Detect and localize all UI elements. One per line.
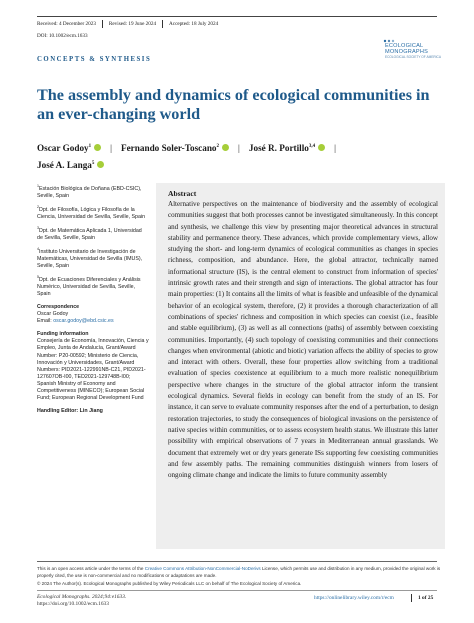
author-affiliation-mark: 3,4 xyxy=(308,144,316,149)
author[interactable] xyxy=(121,143,229,153)
correspondence-email xyxy=(37,318,149,325)
author[interactable] xyxy=(37,143,101,153)
page-number: 1 of 25 xyxy=(418,595,434,601)
affiliation-number: 5 xyxy=(37,274,39,279)
doi-url[interactable]: https://doi.org/10.1002/ecm.1633 xyxy=(37,601,109,607)
revised-date: Revised: 19 June 2024 xyxy=(108,21,157,27)
email-link[interactable]: oscar.godoy@ebd.csic.es xyxy=(53,318,114,325)
affiliation xyxy=(37,274,149,298)
affiliation xyxy=(37,225,149,242)
section-label: CONCEPTS & SYNTHESIS xyxy=(37,56,152,63)
author[interactable] xyxy=(249,143,325,153)
footer-rule xyxy=(37,590,437,591)
funding-text: Consejería de Economía, Innovación, Ciencia y Empleo, Junta de Andalucía, Grant/Award Number: P20-00592; Ministerio de Ciencia, Innovación y Universidades, Grant/Award Numbers: PID2021-122991NB-C21, PID2021-127607OB-I00, TED2021-129748B-I00; Spanish Ministry of Economy and Competitiveness (MINECO); European Social Fund; European Regional Development Fund xyxy=(37,338,149,402)
funding-heading: Funding information xyxy=(37,331,89,338)
accepted-date: Accepted: 18 July 2024 xyxy=(169,21,219,27)
affiliation xyxy=(37,183,149,200)
abstract-heading: Abstract xyxy=(168,189,197,198)
orcid-icon[interactable] xyxy=(94,144,101,151)
affiliation-number: 2 xyxy=(37,204,39,209)
affiliation-number: 4 xyxy=(37,246,39,251)
date-separator xyxy=(162,20,163,28)
author-list xyxy=(37,139,457,173)
front-matter-sidebar xyxy=(37,183,149,415)
author-separator: | xyxy=(110,143,112,154)
affiliation xyxy=(37,246,149,270)
author-affiliation-mark: 2 xyxy=(216,144,220,149)
affiliation-text: Estación Biológica de Doñana (EBD-CSIC), Seville, Spain xyxy=(37,185,142,199)
author-name: José A. Langa xyxy=(37,160,92,171)
author-affiliation-mark: 1 xyxy=(88,144,92,149)
copyright-text: © 2024 The Author(s). Ecological Monographs published by Wiley Periodicals LLC on behalf of The Ecological Society of America. xyxy=(37,580,302,586)
logo-line-1: ECOLOGICAL xyxy=(385,43,424,49)
affiliation-text: Dpt. de Ecuaciones Diferenciales y Análisis Numérico, Universidad de Sevilla, Seville, Spain xyxy=(37,276,141,297)
logo-dots-icon xyxy=(383,38,395,44)
journal-url[interactable]: https://onlinelibrary.wiley.com/r/ecm xyxy=(314,595,394,601)
citation-block xyxy=(37,594,126,608)
received-date: Received: 4 December 2023 xyxy=(37,21,96,27)
orcid-icon[interactable] xyxy=(318,144,325,151)
article-title: The assembly and dynamics of ecological communities in an ever-changing world xyxy=(37,86,430,123)
journal-logo[interactable] xyxy=(385,43,445,65)
email-label: Email: xyxy=(37,318,52,325)
affiliation-text: Instituto Universitario de Investigación de Matemáticas, Universidad de Sevilla (IMUS), Seville, Spain xyxy=(37,248,143,269)
doi-line[interactable]: DOI: 10.1002/ecm.1633 xyxy=(37,33,88,39)
author-affiliation-mark: 5 xyxy=(91,161,95,167)
author-separator: | xyxy=(238,143,240,154)
affiliation-text: Dpt. de Matemática Aplicada 1, Universidad de Sevilla, Seville, Spain xyxy=(37,227,142,241)
license-link[interactable]: Creative Commons Attribution-NonCommercial-NoDerivs xyxy=(144,566,261,571)
correspondence-name: Oscar Godoy xyxy=(37,311,69,318)
logo-tagline: ECOLOGICAL SOCIETY OF AMERICA xyxy=(385,55,441,59)
author-name: Fernando Soler-Toscano xyxy=(120,143,217,154)
orcid-icon[interactable] xyxy=(97,161,104,168)
author[interactable] xyxy=(37,160,104,170)
author-name: Oscar Godoy xyxy=(37,143,89,154)
affiliation-number: 3 xyxy=(37,225,39,230)
logo-line-2: MONOGRAPHS xyxy=(385,49,429,55)
article-dates xyxy=(37,21,218,29)
abstract-text: Alternative perspectives on the maintenance of biodiversity and the assembly of ecological communities suggest that both processes cannot be investigated simultaneously. In this concept and synthesis, we challenge this view by presenting major theoretical advances in structural stability and permanence theory. These advances, which provide complementary views, allow studying the short- and long-term dynamics of ecological communities as changes in species richness, composition, and abundance. Here, the global attractor, technically named informational structure (IS), is the central element to construct from information of species' intrinsic growth rates and their strength and sign of interactions. The global attractor has four main properties: (1) It contains all the limits of what is feasible and unfeasible of the dynamical behavior of an ecological system, therefore, (2) it provides a thorough characterization of all combinations of species' richness and composition in which species can coexist (i.e., feasible and stable equilibrium), (3) as well as all connections (paths) of assembly between coexisting communities. Importantly, (4) such topology of coexisting communities and their connections changes when environmental (abiotic and biotic) variation affects the ability of species to grow and interact with others. Overall, these four properties allow switching from a traditional evaluation of species coexistence at equilibrium to a much more realistic nonequilibrium perspective where changes in the structure of the global attractor inform the transient ecological dynamics. Several fields in ecology can benefit from the study of an IS. For instance, it can serve to evaluate community responses after the end of a perturbation, to design restoration trajectories, to study the consequences of biological invasions on the persistence of native species within communities, or to assess ecosystem health status. We illustrate this latter possibility with empirical observations of 7 years in Mediterranean annual grasslands. We document that extremely wet or dry years generate ISs supporting few coexisting communities and few assembly paths. The remaining communities distinguish winners from losers of ongoing climate change and indicate the limits to future community assembly xyxy=(168,200,438,480)
license-text: License, which permits use and distribution in any medium, provided the original work is properly cited, the use is non-commercial and no modifications or adaptations are made. xyxy=(37,566,441,579)
orcid-icon[interactable] xyxy=(222,144,229,151)
footer-rule xyxy=(37,561,437,562)
author-name: José R. Portillo xyxy=(248,143,309,154)
correspondence-heading: Correspondence xyxy=(37,303,80,310)
license-text: This is an open access article under the terms of the xyxy=(37,566,145,571)
date-separator xyxy=(102,20,103,28)
affiliation-number: 1 xyxy=(37,184,39,188)
handling-editor: Handling Editor: Lin Jiang xyxy=(37,408,103,415)
author-separator: | xyxy=(334,143,336,154)
header-rule xyxy=(37,16,437,17)
journal-citation: Ecological Monographs. 2024;94:e1633. xyxy=(37,594,127,600)
license-notice xyxy=(37,565,447,587)
affiliation-text: Dpt. de Filosofía, Lógica y Filosofía de la Ciencia, Universidad de Sevilla, Seville, Spain xyxy=(37,206,146,220)
page-separator xyxy=(411,594,412,602)
affiliation xyxy=(37,204,149,221)
